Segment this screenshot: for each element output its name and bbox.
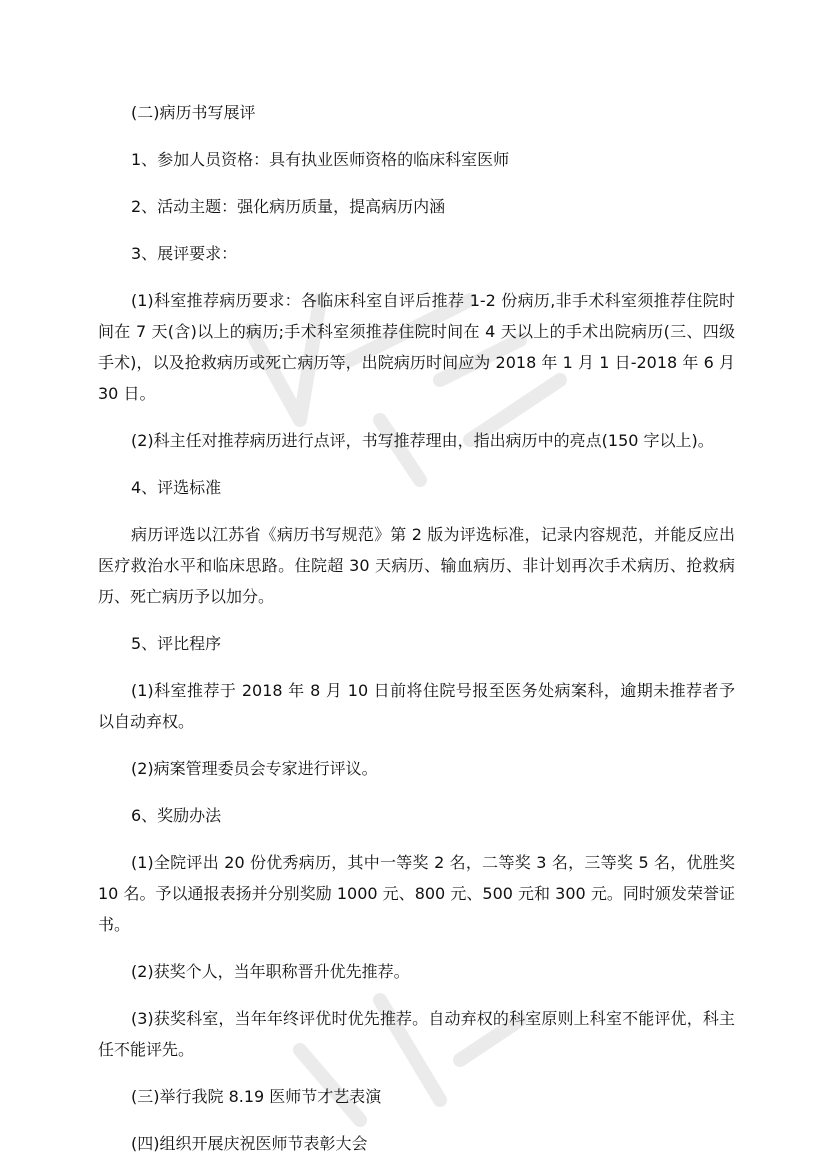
paragraph-requirement-2: (2)科主任对推荐病历进行点评，书写推荐理由，指出病历中的亮点(150 字以上)。 (131, 431, 714, 450)
paragraph-procedure-heading: 5、评比程序 (131, 634, 222, 653)
section-heading-2: (二)病历书写展评 (131, 103, 256, 122)
paragraph-reward-heading: 6、奖励办法 (131, 806, 222, 825)
paragraph-reward-3: (3)获奖科室，当年年终评优时优先推荐。自动弃权的科室原则上科室不能评优，科主任不能评先。 (98, 1009, 735, 1059)
paragraph-requirement-1: (1)科室推荐病历要求：各临床科室自评后推荐 1-2 份病历,非手术科室须推荐住院时间在 7 天(含)以上的病历;手术科室须推荐住院时间在 4 天以上的手术出院病历(三、四级手术)，以及抢救病历或死亡病历等，出院病历时间应为 2018 年 1 月 1 日-2018 年 6 月 30 日。 (98, 291, 735, 403)
paragraph-procedure-1: (1)科室推荐于 2018 年 8 月 10 日前将住院号报至医务处病案科，逾期未推荐者予以自动弃权。 (98, 681, 735, 731)
section-heading-4: (四)组织开展庆祝医师节表彰大会 (131, 1134, 368, 1153)
paragraph-reward-2: (2)获奖个人，当年职称晋升优先推荐。 (131, 962, 410, 981)
paragraph-criteria: 病历评选以江苏省《病历书写规范》第 2 版为评选标准，记录内容规范，并能反应出医疗救治水平和临床思路。住院超 30 天病历、输血病历、非计划再次手术病历、抢救病历、死亡病历予以加分。 (98, 525, 735, 606)
paragraph-qualification: 1、参加人员资格：具有执业医师资格的临床科室医师 (131, 150, 510, 169)
paragraph-reward-1: (1)全院评出 20 份优秀病历，其中一等奖 2 名，二等奖 3 名，三等奖 5 名，优胜奖 10 名。予以通报表扬并分别奖励 1000 元、800 元、500 元和 300 元。同时颁发荣誉证书。 (98, 853, 735, 934)
section-heading-3: (三)举行我院 8.19 医师节才艺表演 (131, 1087, 382, 1106)
paragraph-criteria-heading: 4、评选标准 (131, 478, 222, 497)
paragraph-theme: 2、活动主题：强化病历质量，提高病历内涵 (131, 197, 446, 216)
document-body (98, 97, 735, 1175)
paragraph-procedure-2: (2)病案管理委员会专家进行评议。 (131, 759, 378, 778)
paragraph-requirements-heading: 3、展评要求： (131, 244, 238, 263)
